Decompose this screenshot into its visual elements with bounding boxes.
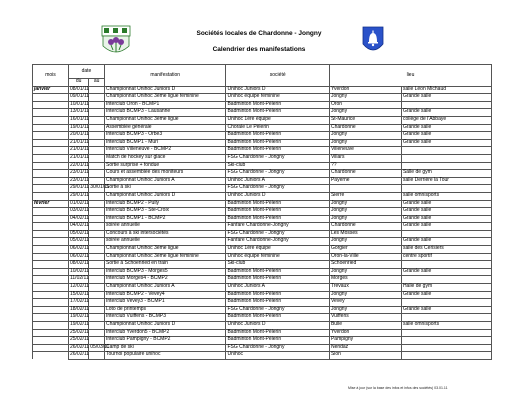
table-cell-soc: Badminton Mont-Pèlerin xyxy=(226,314,329,322)
table-cell-mois xyxy=(33,268,69,276)
table-cell-lieu2: Grande salle xyxy=(401,124,491,132)
table-cell-lieu: Trevaux xyxy=(329,284,401,292)
table-cell-au xyxy=(89,291,105,299)
table-cell-lieu2: salle omnisports xyxy=(401,192,491,200)
table-cell-au xyxy=(89,238,105,246)
table-cell-lieu: Yverdon xyxy=(329,329,401,337)
table-cell-au xyxy=(89,253,105,261)
table-cell-au xyxy=(89,306,105,314)
table-cell-au xyxy=(89,124,105,132)
table-cell-soc: Ski-club xyxy=(226,162,329,170)
table-cell-mois xyxy=(33,246,69,254)
table-cell-au xyxy=(89,147,105,155)
table-cell-au xyxy=(89,299,105,307)
table-cell-au xyxy=(89,322,105,330)
table-cell-man: Loto de printemps xyxy=(104,306,225,314)
table-cell-du: 29/01/11 xyxy=(68,192,88,200)
table-cell-soc: Badminton Mont-Pèlerin xyxy=(226,139,329,147)
table-cell-man: soirée annuelle xyxy=(104,238,225,246)
table-cell-au xyxy=(89,223,105,231)
table-cell-man: Interclub Vevey3 - BCMP1 xyxy=(104,299,225,307)
table-cell-man: Interclub BCMP3 - Orbe3 xyxy=(104,132,225,140)
table-cell-au xyxy=(89,314,105,322)
table-row xyxy=(33,344,492,352)
table-cell-man: Sortie surprise + fondue xyxy=(104,162,225,170)
table-cell-lieu2: Grande salle xyxy=(401,238,491,246)
table-cell-man: Interclub Vuiffens - BCMP3 xyxy=(104,314,225,322)
table-cell-man: Interclub Pampigny - BCMP2 xyxy=(104,337,225,345)
table-cell-du: 03/02/11 xyxy=(68,208,88,216)
table-cell-man: Cours et assemblée des moniteurs xyxy=(104,170,225,178)
table-cell-au xyxy=(89,94,105,102)
table-cell-du: 19/02/11 xyxy=(68,314,88,322)
table-cell-lieu2 xyxy=(401,147,491,155)
table-cell-du: 25/02/11 xyxy=(68,337,88,345)
page-title: Sociétés locales de Chardonne - Jongny xyxy=(196,30,322,37)
table-cell-au xyxy=(89,154,105,162)
table-cell-man: Interclub BCMP2 - Pully xyxy=(104,200,225,208)
table-cell-soc: Unihoc Juniors D xyxy=(226,86,329,94)
table-cell-au xyxy=(89,139,105,147)
table-row xyxy=(33,192,492,200)
table-cell-man: Interclub Morges4 - BCMP2 xyxy=(104,276,225,284)
table-cell-lieu2: salle Derrière la Tour xyxy=(401,177,491,185)
table-cell-mois xyxy=(33,299,69,307)
table-cell-soc: Fanfare Chardonne-Jongny xyxy=(226,223,329,231)
table-cell-lieu: Villeneuve xyxy=(329,147,401,155)
table-cell-du: 23/01/11 xyxy=(68,177,88,185)
header-du: du xyxy=(68,79,88,87)
table-cell-lieu: Jongny xyxy=(329,215,401,223)
table-cell-au xyxy=(89,116,105,124)
table-cell-lieu: Schoenried xyxy=(329,261,401,269)
table-cell-soc: FSG Chardonne - Jongny xyxy=(226,170,329,178)
table-cell-lieu: Jongny xyxy=(329,238,401,246)
table-cell-du: 15/02/11 xyxy=(68,291,88,299)
header-lieu: lieu xyxy=(329,65,491,87)
table-cell-du: 26/02/11 xyxy=(68,344,88,352)
table-cell-lieu2 xyxy=(401,352,491,360)
table-cell-lieu2: salle Léon Michaud xyxy=(401,86,491,94)
table-cell-du: 10/01/11 xyxy=(68,101,88,109)
table-cell-man: Interclub BCMP2 - Vevey4 xyxy=(104,291,225,299)
table-cell-mois: février xyxy=(33,200,69,208)
table-cell-soc: Badminton Mont-Pèlerin xyxy=(226,299,329,307)
table-cell-man: Championnat Unihoc 3ème ligue féminine xyxy=(104,253,225,261)
table-cell-au xyxy=(89,200,105,208)
table-cell-man: Sortie à Schoenried en train xyxy=(104,261,225,269)
table-cell-man: Championnat Unihoc Juniors D xyxy=(104,86,225,94)
table-cell-au: 05/03/11 xyxy=(89,344,105,352)
table-cell-mois xyxy=(33,124,69,132)
update-footer: Mise à jour (sur la base des infos et infos des sociétés) 03.01.11 xyxy=(348,386,448,390)
table-cell-lieu: Jongny xyxy=(329,94,401,102)
table-cell-du: 08/02/11 xyxy=(68,261,88,269)
table-cell-au xyxy=(89,246,105,254)
table-cell-lieu: Oron xyxy=(329,101,401,109)
table-cell-lieu2: Grande salle xyxy=(401,94,491,102)
table-cell-soc: Badminton Mont-Pèlerin xyxy=(226,268,329,276)
table-cell-lieu: Jongny xyxy=(329,109,401,117)
table-cell-man: Championnat Unihoc Juniors D xyxy=(104,192,225,200)
table-cell-soc: Badminton Mont-Pèlerin xyxy=(226,329,329,337)
table-cell-mois xyxy=(33,215,69,223)
table-cell-lieu: Jongny xyxy=(329,200,401,208)
table-cell-lieu: Pampigny xyxy=(329,337,401,345)
table-cell-lieu: Morges xyxy=(329,276,401,284)
table-cell-soc: Unihoc 1ère équipe xyxy=(226,116,329,124)
table-cell-mois xyxy=(33,208,69,216)
table-cell-du: 22/01/11 xyxy=(68,162,88,170)
table-cell-du: 21/01/11 xyxy=(68,147,88,155)
table-cell-du: 10/02/11 xyxy=(68,268,88,276)
header-manifestation: manifestation xyxy=(104,65,225,87)
table-cell-man: Interclub BCMP1 - Muri xyxy=(104,139,225,147)
table-cell-mois xyxy=(33,352,69,360)
table-cell-lieu2 xyxy=(401,154,491,162)
table-cell-du: 18/02/11 xyxy=(68,306,88,314)
table-cell-au xyxy=(89,162,105,170)
table-cell-man: Sortie à ski xyxy=(104,185,225,193)
table-cell-soc: Badminton Mont-Pèlerin xyxy=(226,200,329,208)
table-cell-soc: Fanfare Chardonne-Jongny xyxy=(226,238,329,246)
table-cell-lieu: Chardonne xyxy=(329,124,401,132)
table-cell-soc: FSG Chardonne - Jongny xyxy=(226,185,329,193)
table-cell-man: Assemblée générale xyxy=(104,124,225,132)
table-cell-mois xyxy=(33,230,69,238)
table-cell-lieu2: Salle de gym xyxy=(401,170,491,178)
table-cell-mois xyxy=(33,177,69,185)
table-cell-soc: Unihoc équipe féminine xyxy=(226,253,329,261)
table-cell-soc: Unihoc Juniors A xyxy=(226,284,329,292)
table-cell-soc: Badminton Mont-Pèlerin xyxy=(226,147,329,155)
table-cell-mois xyxy=(33,162,69,170)
table-cell-au xyxy=(89,86,105,94)
table-cell-du: 06/02/11 xyxy=(68,253,88,261)
table-cell-soc: Badminton Mont-Pèlerin xyxy=(226,109,329,117)
table-cell-mois xyxy=(33,132,69,140)
table-cell-au xyxy=(89,101,105,109)
table-cell-au xyxy=(89,170,105,178)
table-row xyxy=(33,322,492,330)
table-cell-mois xyxy=(33,344,69,352)
table-cell-du: 05/02/11 xyxy=(68,238,88,246)
table-cell-lieu2: Halle de gym xyxy=(401,284,491,292)
table-cell-au xyxy=(89,284,105,292)
table-cell-soc: Chorale Le Pèlerin xyxy=(226,124,329,132)
page-subtitle: Calendrier des manifestations xyxy=(212,46,306,53)
table-cell-au xyxy=(89,208,105,216)
table-cell-soc: Badminton Mont-Pèlerin xyxy=(226,132,329,140)
table-cell-man: Interclub BCMP3 - Lausanne xyxy=(104,109,225,117)
table-cell-mois xyxy=(33,261,69,269)
table-cell-lieu2: Grande salle xyxy=(401,223,491,231)
table-cell-mois xyxy=(33,147,69,155)
table-cell-man: soirée annuelle xyxy=(104,223,225,231)
table-cell-soc: Unihoc équipe féminine xyxy=(226,94,329,102)
table-cell-man: Championnat Unihoc 3ème ligue xyxy=(104,116,225,124)
table-cell-mois xyxy=(33,322,69,330)
table-cell-soc: Unihoc Juniors D xyxy=(226,192,329,200)
table-cell-au: 30/01/11 xyxy=(89,185,105,193)
table-cell-lieu: Chardonne xyxy=(329,170,401,178)
table-cell-soc: Badminton Mont-Pèlerin xyxy=(226,208,329,216)
table-cell-man: Interclub BCMP1 - BCMP2 xyxy=(104,215,225,223)
table-cell-soc: FSG Chardonne - Jongny xyxy=(226,344,329,352)
table-cell-lieu: Oron-la-Ville xyxy=(329,253,401,261)
table-cell-lieu: Jongny xyxy=(329,139,401,147)
table-cell-lieu2 xyxy=(401,344,491,352)
table-cell-mois xyxy=(33,154,69,162)
table-cell-man: Championnat Unihoc Juniors A xyxy=(104,284,225,292)
table-cell-du: 23/01/11 xyxy=(68,170,88,178)
table-cell-au xyxy=(89,230,105,238)
table-cell-au xyxy=(89,109,105,117)
table-cell-man: Interclub Oron - BCMP1 xyxy=(104,101,225,109)
table-row xyxy=(33,154,492,162)
table-cell-lieu: ?? xyxy=(329,162,401,170)
table-cell-lieu2: salle des Cerisiers xyxy=(401,246,491,254)
table-cell-man: Interclub Yverdon5 - BCMP2 xyxy=(104,329,225,337)
table-cell-lieu2: salle omnisports xyxy=(401,322,491,330)
table-cell-lieu2: Grande salle xyxy=(401,208,491,216)
table-cell-mois xyxy=(33,192,69,200)
table-cell-soc: FSG Chardonne - Jongny xyxy=(226,230,329,238)
table-cell-soc: Badminton Mont-Pèlerin xyxy=(226,276,329,284)
table-cell-soc: FSG Chardonne - Jongny xyxy=(226,306,329,314)
table-cell-mois xyxy=(33,94,69,102)
table-cell-lieu2: Grande salle xyxy=(401,215,491,223)
table-cell-soc: Unihoc 1ère équipe xyxy=(226,246,329,254)
table-cell-man: Concours à ski intersociétés xyxy=(104,230,225,238)
table-cell-lieu2: centre sportif xyxy=(401,253,491,261)
table-cell-au xyxy=(89,261,105,269)
header-societe: société xyxy=(226,65,329,87)
table-cell-lieu: Villars xyxy=(329,154,401,162)
table-cell-lieu: Vevey xyxy=(329,299,401,307)
table-cell-man: Interclub BCMP3 - Morges5 xyxy=(104,268,225,276)
table-cell-du: 17/02/11 xyxy=(68,299,88,307)
table-cell-au xyxy=(89,192,105,200)
table-cell-lieu: St-Maurice xyxy=(329,116,401,124)
table-cell-soc: Badminton Mont-Pèlerin xyxy=(226,215,329,223)
table-cell-man: Championnat Unihoc Juniors A xyxy=(104,177,225,185)
table-cell-du: 16/01/11 xyxy=(68,116,88,124)
table-cell-au xyxy=(89,352,105,360)
table-cell-man: Championnat Unihoc 3ème ligue féminine xyxy=(104,94,225,102)
table-cell-mois xyxy=(33,170,69,178)
table-cell-soc: Unihoc xyxy=(226,352,329,360)
table-cell-lieu2: Grande salle xyxy=(401,268,491,276)
table-cell-lieu: Nendaz xyxy=(329,344,401,352)
table-cell-lieu: Gorgier xyxy=(329,246,401,254)
table-cell-lieu: Sion xyxy=(329,352,401,360)
table-cell-lieu: Jongny xyxy=(329,268,401,276)
table-cell-du: 08/01/11 xyxy=(68,86,88,94)
table-cell-man: Interclub BCMP3 - Ste-Croix xyxy=(104,208,225,216)
table-cell-lieu2 xyxy=(401,337,491,345)
table-cell-mois xyxy=(33,314,69,322)
table-cell-mois xyxy=(33,238,69,246)
table-row xyxy=(33,352,492,360)
table-cell-soc: Badminton Mont-Pèlerin xyxy=(226,101,329,109)
table-cell-au xyxy=(89,276,105,284)
table-cell-du: 29/01/11 xyxy=(68,185,88,193)
table-cell-au xyxy=(89,215,105,223)
table-cell-du: 04/02/11 xyxy=(68,223,88,231)
table-cell-lieu2 xyxy=(401,329,491,337)
table-row xyxy=(33,284,492,292)
events-table xyxy=(32,64,492,360)
table-cell-lieu: Sierre xyxy=(329,192,401,200)
table-row xyxy=(33,253,492,261)
table-cell-au xyxy=(89,132,105,140)
header-date: date xyxy=(68,65,104,79)
table-cell-du: 19/02/11 xyxy=(68,322,88,330)
table-cell-soc: Ski-club xyxy=(226,261,329,269)
table-cell-du: 12/02/11 xyxy=(68,284,88,292)
table-cell-mois xyxy=(33,284,69,292)
table-cell-man: Interclub Villeneuve - BCMP2 xyxy=(104,147,225,155)
table-cell-du: 11/02/11 xyxy=(68,276,88,284)
table-cell-du: 06/02/11 xyxy=(68,246,88,254)
table-cell-man: Championnat Unihoc Juniors D xyxy=(104,322,225,330)
table-cell-mois xyxy=(33,306,69,314)
table-cell-du: 13/01/11 xyxy=(68,109,88,117)
table-cell-lieu: Les Mosses xyxy=(329,230,401,238)
table-cell-mois xyxy=(33,116,69,124)
table-cell-lieu: Jongny xyxy=(329,208,401,216)
header-au: au xyxy=(89,79,105,87)
table-cell-lieu: Jongny xyxy=(329,291,401,299)
table-cell-du: 20/01/11 xyxy=(68,132,88,140)
table-cell-au xyxy=(89,268,105,276)
table-cell-mois xyxy=(33,337,69,345)
table-cell-lieu2: Grande salle xyxy=(401,200,491,208)
table-cell-lieu: Bulle xyxy=(329,322,401,330)
table-row xyxy=(33,116,492,124)
table-cell-du: 21/01/11 xyxy=(68,139,88,147)
table-cell-mois xyxy=(33,291,69,299)
table-cell-lieu2: collège de l'Abbaye xyxy=(401,116,491,124)
table-cell-du: 25/02/11 xyxy=(68,329,88,337)
table-cell-lieu2: Grande salle xyxy=(401,306,491,314)
table-cell-mois xyxy=(33,329,69,337)
table-cell-soc: Unihoc Juniors A xyxy=(226,177,329,185)
table-cell-mois xyxy=(33,223,69,231)
table-cell-du: 05/02/11 xyxy=(68,230,88,238)
table-cell-mois xyxy=(33,185,69,193)
table-cell-lieu: Yverdon xyxy=(329,86,401,94)
table-cell-du: 04/02/11 xyxy=(68,215,88,223)
table-cell-lieu2: Grande salle xyxy=(401,139,491,147)
table-cell-du: 01/02/11 xyxy=(68,200,88,208)
table-cell-man: Championnat Unihoc 3ème ligue xyxy=(104,246,225,254)
table-cell-lieu: Vuiffens xyxy=(329,314,401,322)
table-cell-du: 09/01/11 xyxy=(68,94,88,102)
table-cell-soc: Badminton Mont-Pèlerin xyxy=(226,337,329,345)
table-cell-mois xyxy=(33,109,69,117)
table-cell-du: 19/01/11 xyxy=(68,124,88,132)
table-cell-soc: Badminton Mont-Pèlerin xyxy=(226,291,329,299)
table-cell-mois xyxy=(33,101,69,109)
table-cell-au xyxy=(89,329,105,337)
table-cell-lieu: Payerne xyxy=(329,177,401,185)
table-cell-lieu2: Grande salle xyxy=(401,132,491,140)
table-cell-mois xyxy=(33,253,69,261)
table-cell-mois xyxy=(33,276,69,284)
table-cell-soc: Unihoc Juniors D xyxy=(226,322,329,330)
table-cell-lieu: Jongny xyxy=(329,132,401,140)
table-cell-lieu2: Grande salle xyxy=(401,291,491,299)
header-mois: mois xyxy=(33,65,69,87)
table-cell-man: Tournoi populaire unihoc xyxy=(104,352,225,360)
table-cell-lieu2: Grande salle xyxy=(401,109,491,117)
events-table-body xyxy=(33,86,492,359)
table-cell-man: Match de hockey sur glace xyxy=(104,154,225,162)
table-cell-soc: FSG Chardonne - Jongny xyxy=(226,154,329,162)
table-cell-lieu: Chardonne xyxy=(329,223,401,231)
table-cell-mois: janvier xyxy=(33,86,69,94)
table-cell-man: Camp de ski xyxy=(104,344,225,352)
table-cell-du: 26/02/11 xyxy=(68,352,88,360)
table-cell-lieu: Jongny xyxy=(329,306,401,314)
table-cell-mois xyxy=(33,139,69,147)
table-cell-du: 21/01/11 xyxy=(68,154,88,162)
